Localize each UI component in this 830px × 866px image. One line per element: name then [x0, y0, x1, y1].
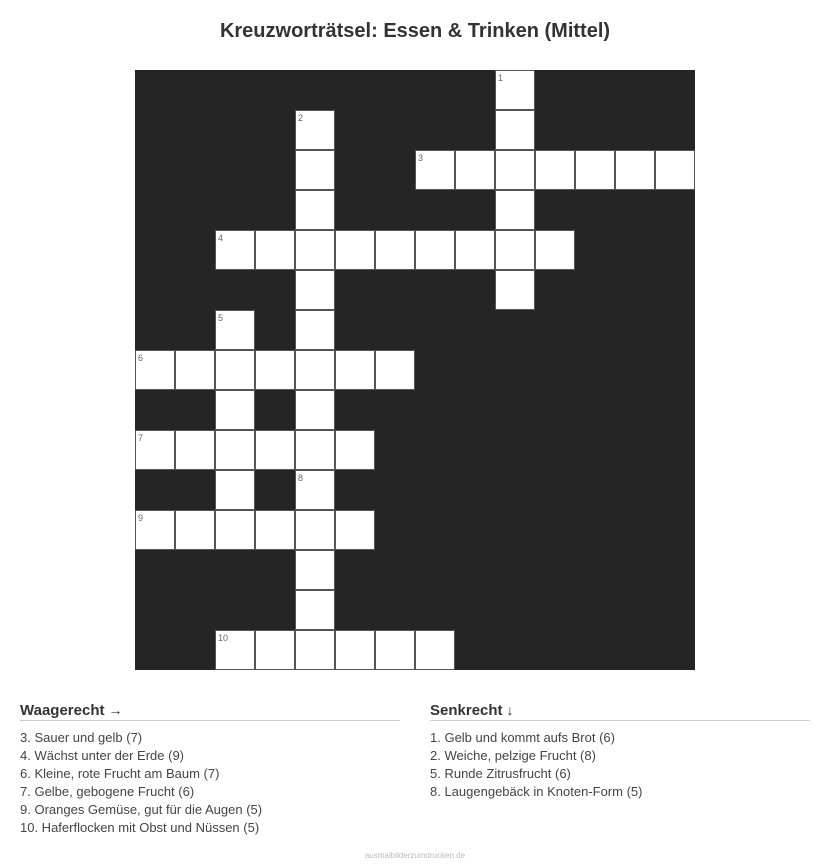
crossword-cell[interactable]: [295, 390, 335, 430]
crossword-cell[interactable]: [175, 350, 215, 390]
crossword-cell[interactable]: [295, 470, 335, 510]
crossword-cell[interactable]: [255, 630, 295, 670]
clue-number: 9: [138, 513, 144, 523]
across-heading: [20, 702, 400, 721]
crossword-cell[interactable]: [455, 230, 495, 270]
crossword-cell[interactable]: [295, 630, 335, 670]
crossword-cell[interactable]: [335, 350, 375, 390]
arrow-right-icon: →: [108, 702, 123, 718]
crossword-cell[interactable]: [295, 550, 335, 590]
crossword-cell[interactable]: [295, 430, 335, 470]
across-heading-label: Waagerecht: [20, 702, 105, 719]
crossword-cell[interactable]: [495, 150, 535, 190]
down-clue: 8. Laugengebäck in Knoten-Form (5): [430, 784, 643, 799]
clue-number: 10: [218, 633, 229, 643]
across-clues: [20, 702, 400, 837]
crossword-cell[interactable]: [495, 110, 535, 150]
crossword-cell[interactable]: [135, 430, 175, 470]
down-heading: [430, 702, 810, 721]
crossword-cell[interactable]: [255, 510, 295, 550]
clue-number: 8: [298, 473, 304, 483]
crossword-cell[interactable]: [655, 150, 695, 190]
across-clue: 9. Oranges Gemüse, gut für die Augen (5): [20, 802, 263, 817]
crossword-cell[interactable]: [335, 510, 375, 550]
crossword-cell[interactable]: [135, 510, 175, 550]
crossword-cell[interactable]: [335, 630, 375, 670]
crossword-cell[interactable]: [135, 350, 175, 390]
down-clues: [430, 702, 810, 801]
crossword-cell[interactable]: [535, 150, 575, 190]
down-heading-label: Senkrecht: [430, 702, 503, 719]
crossword-cell[interactable]: [215, 470, 255, 510]
crossword-cell[interactable]: [215, 510, 255, 550]
crossword-cell[interactable]: [215, 630, 255, 670]
crossword-cell[interactable]: [295, 510, 335, 550]
crossword-cell[interactable]: [375, 230, 415, 270]
crossword-cell[interactable]: [295, 350, 335, 390]
crossword-cell[interactable]: [295, 230, 335, 270]
crossword-cell[interactable]: [215, 230, 255, 270]
clue-number: 2: [298, 113, 304, 123]
crossword-cell[interactable]: [415, 630, 455, 670]
crossword-cell[interactable]: [175, 510, 215, 550]
clue-number: 4: [218, 233, 224, 243]
crossword-cell[interactable]: [455, 150, 495, 190]
crossword-cell[interactable]: [375, 350, 415, 390]
crossword-cell[interactable]: [295, 110, 335, 150]
clue-number: 5: [218, 313, 224, 323]
crossword-cell[interactable]: [495, 70, 535, 110]
crossword-cell[interactable]: [295, 190, 335, 230]
across-clue: 10. Haferflocken mit Obst und Nüssen (5): [20, 820, 260, 835]
crossword-cell[interactable]: [215, 350, 255, 390]
crossword-cell[interactable]: [175, 430, 215, 470]
footer-credit: ausmalbilderzumdrucken.de: [364, 851, 466, 860]
across-clue: 4. Wächst unter der Erde (9): [20, 748, 185, 763]
across-clue: 7. Gelbe, gebogene Frucht (6): [20, 784, 195, 799]
across-clue: 3. Sauer und gelb (7): [20, 730, 143, 745]
crossword-cell[interactable]: [295, 270, 335, 310]
crossword-cell[interactable]: [255, 230, 295, 270]
across-clue: 6. Kleine, rote Frucht am Baum (7): [20, 766, 220, 781]
crossword-cell[interactable]: [335, 230, 375, 270]
crossword-grid: [135, 70, 695, 670]
down-clue: 1. Gelb und kommt aufs Brot (6): [430, 730, 615, 745]
clue-number: 7: [138, 433, 144, 443]
crossword-cell[interactable]: [215, 430, 255, 470]
crossword-cell[interactable]: [215, 390, 255, 430]
crossword-cell[interactable]: [495, 190, 535, 230]
crossword-cell[interactable]: [295, 310, 335, 350]
clue-number: 3: [418, 153, 424, 163]
clue-number: 1: [498, 73, 504, 83]
crossword-cell[interactable]: [495, 230, 535, 270]
crossword-cell[interactable]: [255, 430, 295, 470]
crossword-cell[interactable]: [615, 150, 655, 190]
crossword-cell[interactable]: [415, 230, 455, 270]
crossword-cell[interactable]: [335, 430, 375, 470]
down-clue: 5. Runde Zitrusfrucht (6): [430, 766, 571, 781]
arrow-down-icon: ↓: [506, 702, 514, 718]
down-clue: 2. Weiche, pelzige Frucht (8): [430, 748, 596, 763]
page-title: Kreuzworträtsel: Essen & Trinken (Mittel): [219, 20, 611, 42]
crossword-cell[interactable]: [215, 310, 255, 350]
clue-number: 6: [138, 353, 144, 363]
crossword-cell[interactable]: [495, 270, 535, 310]
crossword-cell[interactable]: [415, 150, 455, 190]
crossword-cell[interactable]: [255, 350, 295, 390]
crossword-cell[interactable]: [535, 230, 575, 270]
crossword-cell[interactable]: [375, 630, 415, 670]
crossword-cell[interactable]: [295, 150, 335, 190]
crossword-cell[interactable]: [295, 590, 335, 630]
crossword-cell[interactable]: [575, 150, 615, 190]
